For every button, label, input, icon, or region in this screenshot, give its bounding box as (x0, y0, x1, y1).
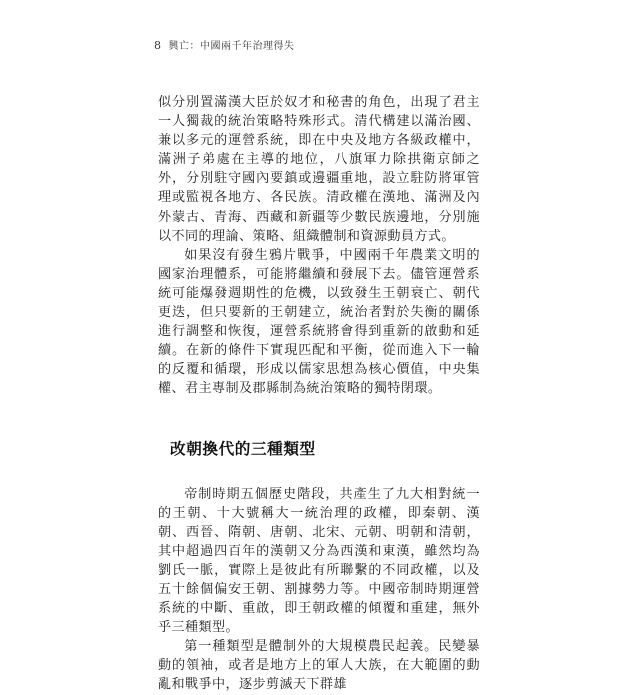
paragraph-dynasties: 帝制時期五個歷史階段，共產生了九大相對統一的王朝、十大號稱大一統治理的政權，即秦朝、漢朝、西晉、隋朝、唐朝、北宋、元朝、明朝和清朝，其中超過四百年的漢朝又分為西漢和東漢，雖然均為劉氏一脈，實際上是彼此有所聯繫的不同政權，以及五十餘個偏安王朝、割據勢力等。中國帝制時期運營系統的中斷、重啟，即王朝政權的傾覆和重建，無外乎三種類型。 (158, 486, 480, 636)
running-header (154, 37, 295, 52)
section-heading: 改朝換代的三種類型 (170, 438, 316, 458)
body-text (158, 93, 480, 695)
paragraph-opium-war: 如果沒有發生鴉片戰爭，中國兩千年農業文明的國家治理體系，可能將繼續和發展下去。儘管運營系統可能爆發週期性的危機，以致發生王朝衰亡、朝代更迭，但只要新的王朝建立，統治者對於失衡的關係進行調整和恢復，運營系統將會得到重新的啟動和延續。在新的條件下實現匹配和平衡，從而進入下一輪的反覆和循環，形成以儒家思想為核心價值，中央集權、君主專制及郡縣制為統治策略的獨特閉環。 (158, 247, 480, 397)
paragraph-continued: 似分別置滿漢大臣於奴才和秘書的角色，出現了君主一人獨裁的統治策略特殊形式。清代構建以滿治國、兼以多元的運營系統，即在中央及地方各級政權中，滿洲子弟處在主導的地位，八旗軍力除拱衛京師之外，分別駐守國內要鎮或邊疆重地，設立駐防將軍管理或監視各地方、各民族。清政權在漢地、滿洲及內外蒙古、青海、西藏和新疆等少數民族邊地，分別施以不同的理論、策略、組織體制和資源動員方式。 (158, 95, 480, 244)
paragraph-first-type: 第一種類型是體制外的大規模農民起義。民變暴動的領袖，或者是地方上的軍人大族，在大範圍的動亂和戰爭中，逐步剪滅天下群雄 (158, 639, 480, 693)
book-title: 興亡：中國兩千年治理得失 (168, 41, 295, 52)
page-number: 8 (154, 39, 162, 52)
